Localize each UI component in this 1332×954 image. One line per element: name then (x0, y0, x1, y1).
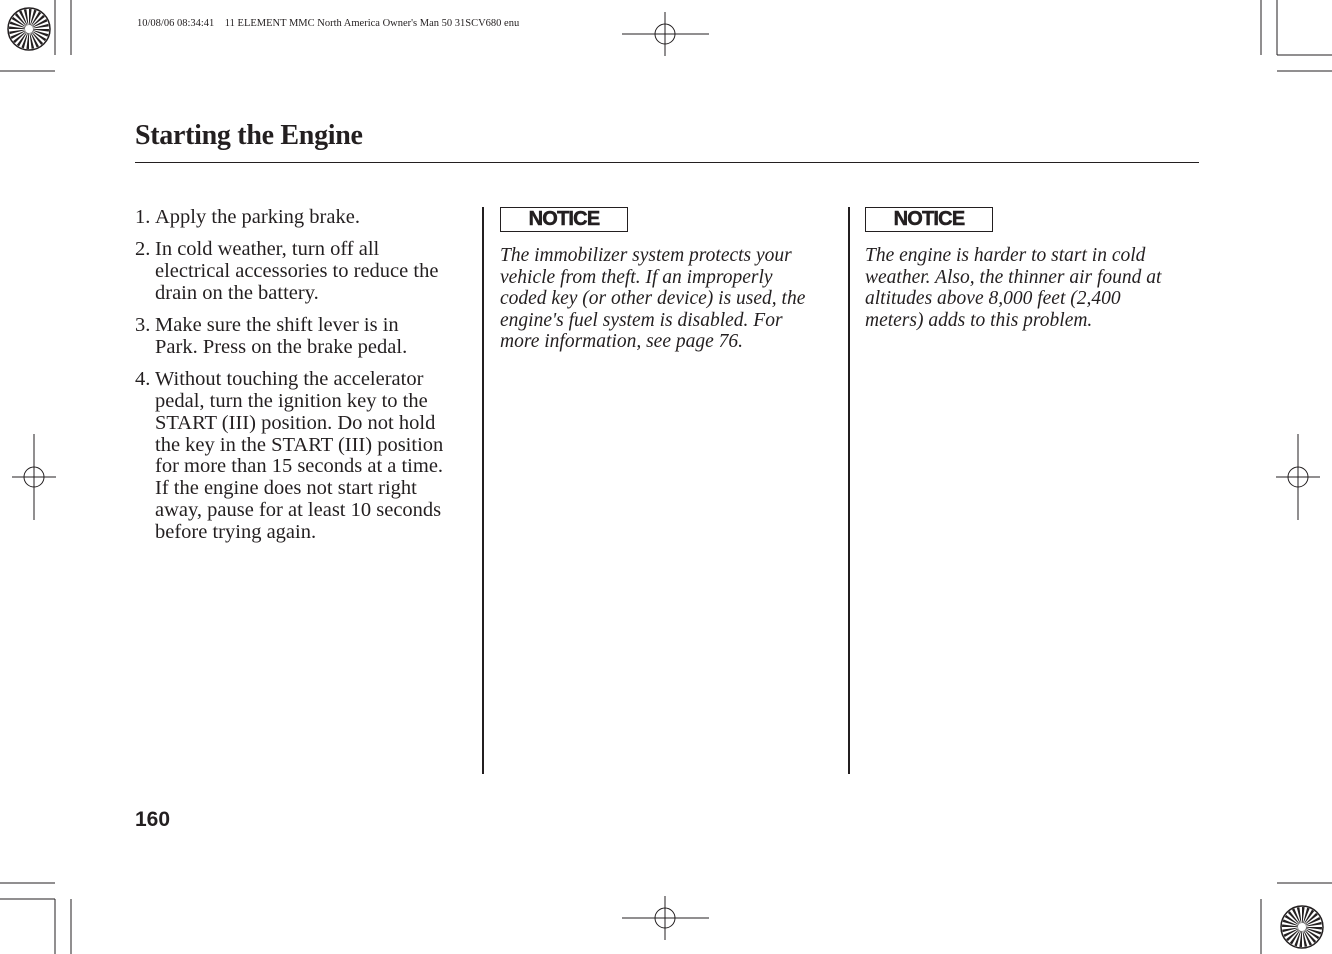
step-text: Apply the parking brake. (155, 206, 360, 228)
title-divider (135, 162, 1199, 163)
step-number: 2. (135, 238, 151, 261)
page-title: Starting the Engine (135, 120, 363, 151)
notice-cold-weather (865, 207, 1200, 331)
step-number: 1. (135, 206, 151, 228)
page-number: 160 (135, 808, 171, 831)
notice-label: NOTICE (500, 207, 628, 232)
step-text: Without touching the accelerator pedal, turn the ignition key to the START (III) position. Do not hold the key in the START (III) position for more than 15 seconds at a time. If the engine does not start right away, pause for at least 10 seconds before trying again. (155, 368, 444, 543)
step-number: 3. (135, 314, 151, 337)
step-number: 4. (135, 368, 151, 391)
notice-immobilizer (500, 207, 830, 353)
registration-target-top-left (8, 8, 50, 50)
notice-label: NOTICE (865, 207, 993, 232)
list-item (135, 315, 470, 359)
steps-column (135, 207, 470, 554)
list-item (135, 369, 470, 543)
steps-list (135, 207, 470, 544)
step-text: In cold weather, turn off all electrical accessories to reduce the drain on the battery. (155, 238, 439, 304)
notice-text: The engine is harder to start in cold weather. Also, the thinner air found at altitudes above 8,000 feet (2,400 meters) adds to this problem. (865, 245, 1162, 331)
registration-target-bottom-right (1281, 906, 1323, 948)
list-item (135, 207, 470, 229)
column-divider (482, 207, 484, 774)
step-text: Make sure the shift lever is in Park. Press on the brake pedal. (155, 314, 408, 358)
notice-text: The immobilizer system protects your vehicle from theft. If an improperly coded key (or other device) is used, the engine's fuel system is disabled. For more information, see page 76. (500, 245, 806, 353)
print-slug: 10/08/06 08:34:41 11 ELEMENT MMC North America Owner's Man 50 31SCV680 enu (137, 18, 520, 29)
list-item (135, 239, 470, 304)
column-divider (848, 207, 850, 774)
